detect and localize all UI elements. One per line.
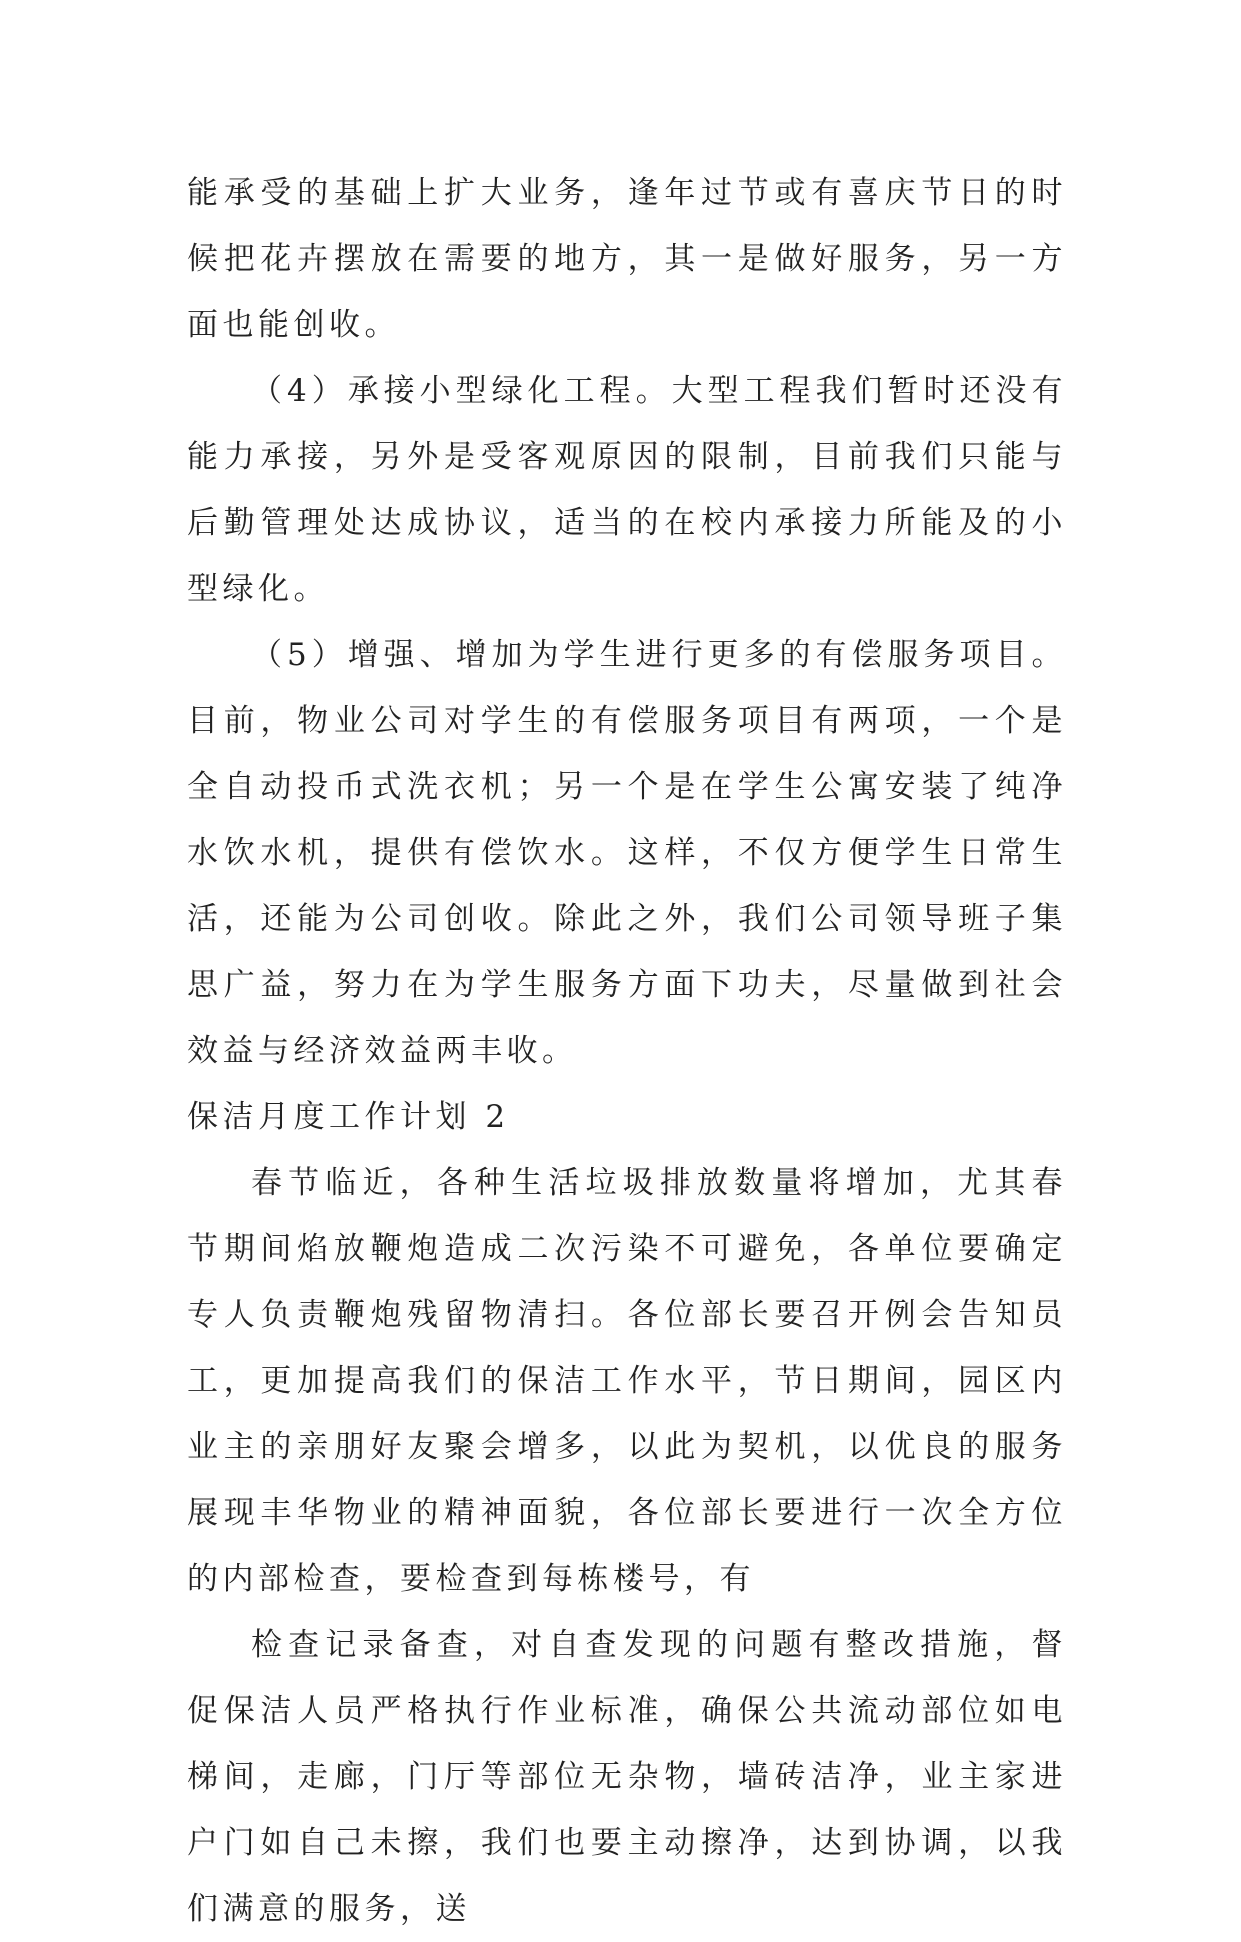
paragraph-item-4: （4）承接小型绿化工程。大型工程我们暂时还没有能力承接，另外是受客观原因的限制，目前我们只能与后勤管理处达成协议，适当的在校内承接力所能及的小型绿化。 (187, 373, 1067, 607)
section-title: 保洁月度工作计划 2 (187, 1099, 510, 1135)
document-body (187, 160, 1067, 1942)
section-paragraph-1: 春节临近，各种生活垃圾排放数量将增加，尤其春节期间焰放鞭炮造成二次污染不可避免，各单位要确定专人负责鞭炮残留物清扫。各位部长要召开例会告知员工，更加提高我们的保洁工作水平，节日期间，园区内业主的亲朋好友聚会增多，以此为契机，以优良的服务展现丰华物业的精神面貌，各位部长要进行一次全方位的内部检查，要检查到每栋楼号，有 (187, 1165, 1067, 1597)
section-paragraph-2: 检查记录备查，对自查发现的问题有整改措施，督促保洁人员严格执行作业标准，确保公共流动部位如电梯间，走廊，门厅等部位无杂物，墙砖洁净，业主家进户门如自己未擦，我们也要主动擦净，达到协调，以我们满意的服务，送 (187, 1627, 1067, 1927)
paragraph-item-5: （5）增强、增加为学生进行更多的有偿服务项目。目前，物业公司对学生的有偿服务项目有两项，一个是全自动投币式洗衣机；另一个是在学生公寓安装了纯净水饮水机，提供有偿饮水。这样，不仅方便学生日常生活，还能为公司创收。除此之外，我们公司领导班子集思广益，努力在为学生服务方面下功夫，尽量做到社会效益与经济效益两丰收。 (187, 637, 1067, 1069)
paragraph-continuation: 能承受的基础上扩大业务，逢年过节或有喜庆节日的时候把花卉摆放在需要的地方，其一是做好服务，另一方面也能创收。 (187, 175, 1067, 343)
